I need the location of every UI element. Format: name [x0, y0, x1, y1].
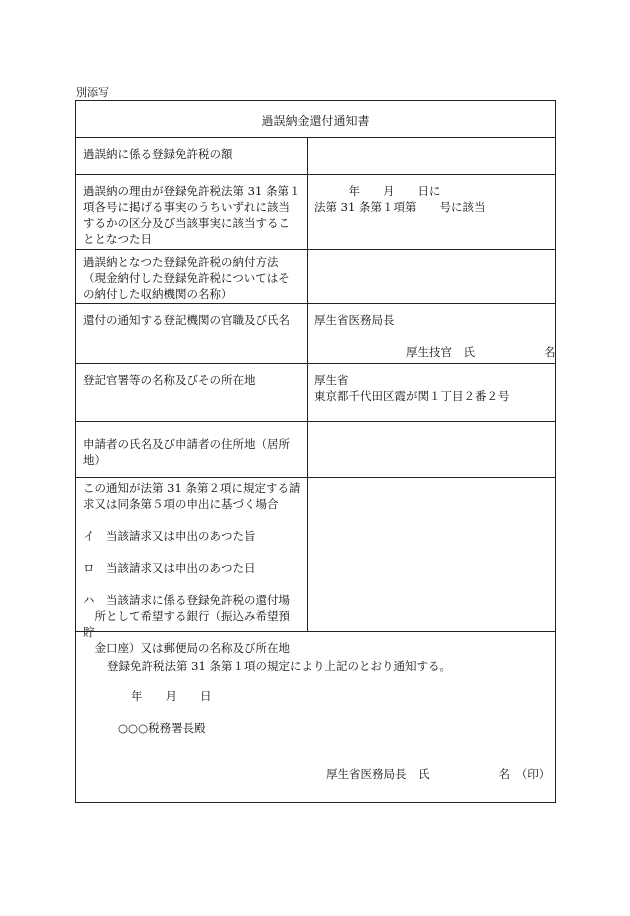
form-title: 過誤納金還付通知書: [261, 114, 370, 128]
label-overpayment-reason: 過誤納の理由が登録免許税法第 31 条第１ 項各号に掲げる事実のうちいずれに該当 するかの区分及び当該事実に該当するこ ととなつた日: [76, 175, 308, 249]
notice-statement: 登録免許税法第 31 条第１項の規定により上記のとおり通知する。: [107, 659, 451, 673]
refund-notice-form: [75, 100, 556, 803]
row-registration-office-officer: [76, 304, 555, 364]
row-request-details: [76, 478, 555, 655]
row-applicant-name-address: [76, 422, 555, 478]
row-overpayment-reason: [76, 175, 555, 250]
value-request-details: [308, 478, 555, 631]
label-registration-office-officer: 還付の通知する登記機関の官職及び氏名: [76, 304, 308, 363]
value-applicant-name-address: [308, 422, 555, 477]
value-office-name-address: 厚生省 東京都千代田区霞が関１丁目２番２号: [314, 373, 510, 403]
label-applicant-name-address: 申請者の氏名及び申請者の住所地（居所 地）: [76, 422, 308, 477]
notice-date: 年 月 日: [131, 689, 212, 703]
value-overpaid-amount: [308, 138, 555, 174]
label-request-details: この通知が法第 31 条第２項に規定する請 求又は同条第５項の申出に基づく場合 イ 当該請求又は申出のあつた旨 ロ 当該請求又は申出のあつた日 ハ 当該請求に係る登録免許税の還付場 所として希望する銀行（振込み希望預貯 金口座）又は郵便局の名称及び所在地: [76, 478, 308, 631]
notice-footer: [76, 632, 555, 802]
label-payment-method: 過誤納となつた登録免許税の納付方法 （現金納付した登録免許税についてはそ の納付した収納機関の名称）: [76, 250, 308, 303]
form-title-row: [76, 101, 555, 138]
value-overpayment-reason: 年 月 日に 法第 31 条第１項第 号に該当: [314, 184, 486, 214]
row-payment-method: [76, 250, 555, 304]
notice-signer: 厚生省医務局長 氏 名 （印）: [326, 767, 551, 781]
value-payment-method: [308, 250, 555, 303]
notice-addressee: ○○○税務署長殿: [118, 721, 206, 735]
label-office-name-address: 登記官署等の名称及びその所在地: [76, 364, 308, 421]
label-overpaid-amount: 過誤納に係る登録免許税の額: [76, 138, 308, 174]
value-registration-office-officer: 厚生省医務局長 厚生技官 氏 名: [314, 313, 556, 359]
attachment-caption: 別添写: [76, 86, 109, 99]
row-overpaid-amount: [76, 138, 555, 175]
row-office-name-address: [76, 364, 555, 422]
